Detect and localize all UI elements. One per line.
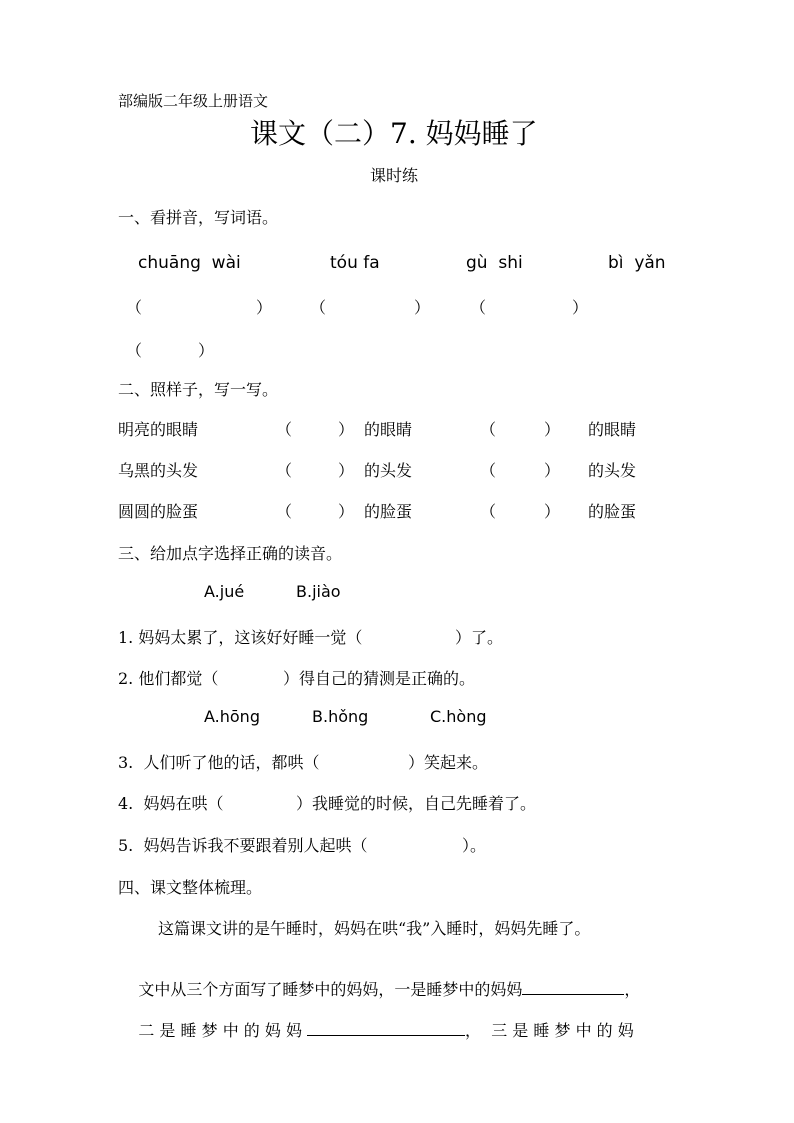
summary-line-2-text: 文中从三个方面写了睡梦中的妈妈，一是睡梦中的妈妈 [138, 980, 523, 999]
row2-suffix-b: 的头发 [588, 461, 637, 480]
page-subtitle: 课时练 [370, 166, 419, 185]
section1-heading: 一、看拼音，写词语。 [118, 208, 279, 227]
summary-line-2-comma: ， [624, 980, 641, 999]
row3-suffix-b: 的脸蛋 [588, 502, 637, 521]
question-3-end: ）笑起来。 [408, 753, 489, 772]
answer-paren-open-4: （ [126, 341, 143, 360]
question-4-end: ）我睡觉的时候，自己先睡着了。 [296, 794, 537, 813]
summary-line-3 [118, 999, 634, 1060]
summary-blank-2[interactable] [307, 1019, 465, 1036]
summary-blank-1[interactable] [522, 978, 624, 995]
answer-paren-open-3: （ [470, 298, 487, 317]
summary-line-1: 这篇课文讲的是午睡时，妈妈在哄“我”入睡时，妈妈先睡了。 [158, 919, 591, 938]
summary-line-3-rest: ， 三 是 睡 梦 中 的 妈 [465, 1021, 634, 1040]
question-5-start: 5. 妈妈告诉我不要跟着别人起哄（ [118, 836, 368, 855]
row2-paren-open-a: （ [276, 461, 293, 480]
summary-line-3-text: 二 是 睡 梦 中 的 妈 妈 [138, 1021, 302, 1040]
answer-paren-open-2: （ [310, 298, 327, 317]
row3-paren-open-b: （ [480, 502, 497, 521]
example-word-1: 明亮的眼睛 [118, 420, 199, 439]
option-a-hong1: A.hōng [204, 707, 260, 726]
row2-suffix-a: 的头发 [364, 461, 413, 480]
section4-heading: 四、课文整体梳理。 [118, 878, 263, 897]
page-title: 课文（二）7. 妈妈睡了 [250, 117, 538, 150]
question-2-start: 2. 他们都觉（ [118, 669, 219, 688]
row1-paren-close-a: ） [338, 420, 355, 439]
question-3-start: 3. 人们听了他的话，都哄（ [118, 753, 320, 772]
answer-paren-open-1: （ [126, 298, 143, 317]
pinyin-3: gù shi [466, 253, 523, 273]
row3-suffix-a: 的脸蛋 [364, 502, 413, 521]
row3-paren-close-b: ） [544, 502, 561, 521]
row2-paren-close-b: ） [544, 461, 561, 480]
answer-paren-close-4: ） [198, 341, 215, 360]
question-5-end: ）。 [462, 836, 487, 855]
question-4-start: 4. 妈妈在哄（ [118, 794, 224, 813]
answer-paren-close-3: ） [572, 298, 589, 317]
row2-paren-open-b: （ [480, 461, 497, 480]
example-word-3: 圆圆的脸蛋 [118, 502, 199, 521]
option-a-jue: A.jué [204, 582, 245, 601]
option-b-hong3: B.hǒng [312, 707, 369, 726]
row1-paren-open-b: （ [480, 420, 497, 439]
row1-suffix-b: 的眼睛 [588, 420, 637, 439]
row1-suffix-a: 的眼睛 [364, 420, 413, 439]
question-2-end: ）得自己的猜测是正确的。 [283, 669, 476, 688]
answer-paren-close-1: ） [256, 298, 273, 317]
option-c-hong4: C.hòng [430, 707, 487, 726]
pinyin-1: chuāng wài [138, 253, 241, 273]
option-b-jiao: B.jiào [296, 582, 341, 601]
pinyin-2: tóu fa [330, 253, 380, 273]
question-1-end: ）了。 [455, 628, 504, 647]
row1-paren-close-b: ） [544, 420, 561, 439]
row3-paren-close-a: ） [338, 502, 355, 521]
question-1-start: 1. 妈妈太累了，这该好好睡一觉（ [118, 628, 363, 647]
section2-heading: 二、照样子，写一写。 [118, 380, 279, 399]
pinyin-4: bì yǎn [608, 253, 666, 273]
row2-paren-close-a: ） [338, 461, 355, 480]
row3-paren-open-a: （ [276, 502, 293, 521]
row1-paren-open-a: （ [276, 420, 293, 439]
example-word-2: 乌黑的头发 [118, 461, 199, 480]
answer-paren-close-2: ） [414, 298, 431, 317]
section3-heading: 三、给加点字选择正确的读音。 [118, 544, 343, 563]
book-label: 部编版二年级上册语文 [118, 92, 269, 110]
